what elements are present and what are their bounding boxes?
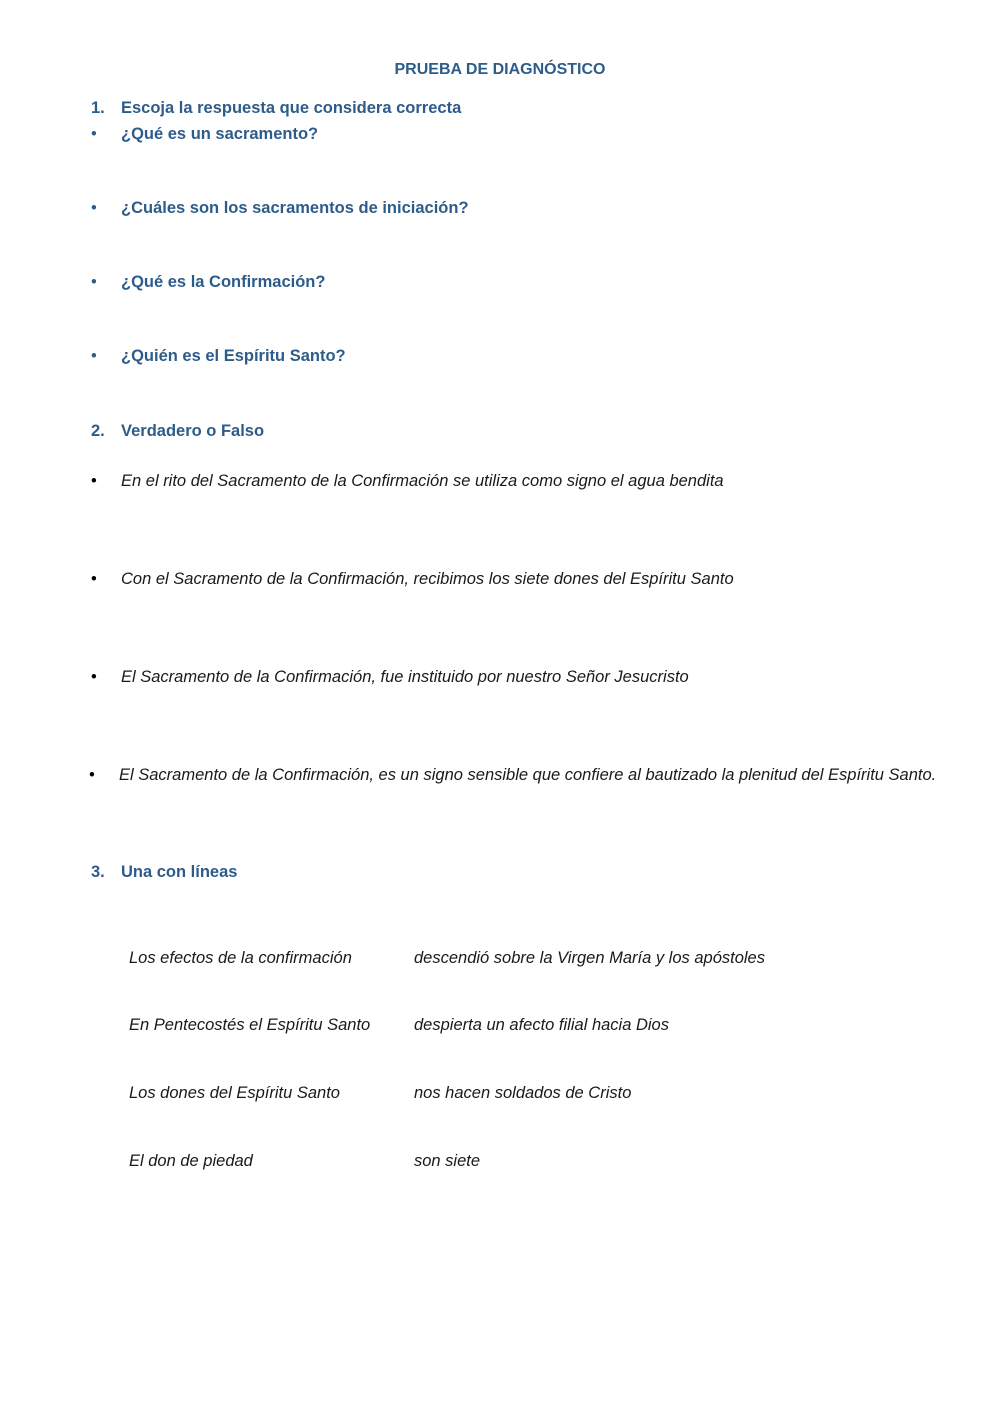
statement-text: En el rito del Sacramento de la Confirmación se utiliza como signo el agua bendita — [121, 472, 724, 490]
section-1-title: Escoja la respuesta que considera correcta — [121, 99, 462, 117]
bullet-icon: • — [91, 472, 97, 490]
bullet-icon: • — [91, 570, 97, 588]
bullet-icon: • — [91, 273, 97, 291]
section-1-number: 1. — [91, 99, 105, 117]
bullet-icon: • — [91, 668, 97, 686]
true-false-item — [91, 570, 734, 589]
question-item — [91, 199, 469, 218]
question-text: ¿Cuáles son los sacramentos de iniciación? — [121, 199, 469, 217]
section-2-number: 2. — [91, 422, 105, 440]
question-text: ¿Qué es un sacramento? — [121, 125, 319, 143]
true-false-item — [91, 472, 724, 491]
question-text: ¿Qué es la Confirmación? — [121, 273, 326, 291]
true-false-item — [89, 766, 936, 785]
match-right-item: descendió sobre la Virgen María y los apóstoles — [414, 949, 765, 967]
section-3-heading — [91, 863, 237, 882]
match-left-item: En Pentecostés el Espíritu Santo — [129, 1016, 371, 1034]
statement-text: Con el Sacramento de la Confirmación, recibimos los siete dones del Espíritu Santo — [121, 570, 734, 588]
match-right-item: nos hacen soldados de Cristo — [414, 1084, 632, 1102]
page-title: PRUEBA DE DIAGNÓSTICO — [394, 61, 606, 78]
bullet-icon: • — [91, 125, 97, 143]
true-false-item — [91, 668, 689, 687]
match-left-item: El don de piedad — [129, 1152, 253, 1170]
bullet-icon: • — [91, 347, 97, 365]
section-1-heading — [91, 99, 461, 118]
statement-text: El Sacramento de la Confirmación, fue instituido por nuestro Señor Jesucristo — [121, 668, 689, 686]
section-2-heading — [91, 422, 264, 441]
match-right-item: son siete — [414, 1152, 481, 1170]
bullet-icon: • — [91, 199, 97, 217]
question-item — [91, 125, 318, 144]
match-left-item: Los dones del Espíritu Santo — [129, 1084, 340, 1102]
section-3-title: Una con líneas — [121, 863, 238, 881]
question-item — [91, 347, 346, 366]
question-item — [91, 273, 325, 292]
bullet-icon: • — [89, 766, 95, 784]
match-right-item: despierta un afecto filial hacia Dios — [414, 1016, 669, 1034]
match-left-item: Los efectos de la confirmación — [129, 949, 352, 967]
section-3-number: 3. — [91, 863, 105, 881]
section-2-title: Verdadero o Falso — [121, 422, 265, 440]
statement-text: El Sacramento de la Confirmación, es un signo sensible que confiere al bautizado la plenitud del Espíritu Santo. — [119, 766, 937, 784]
question-text: ¿Quién es el Espíritu Santo? — [121, 347, 346, 365]
